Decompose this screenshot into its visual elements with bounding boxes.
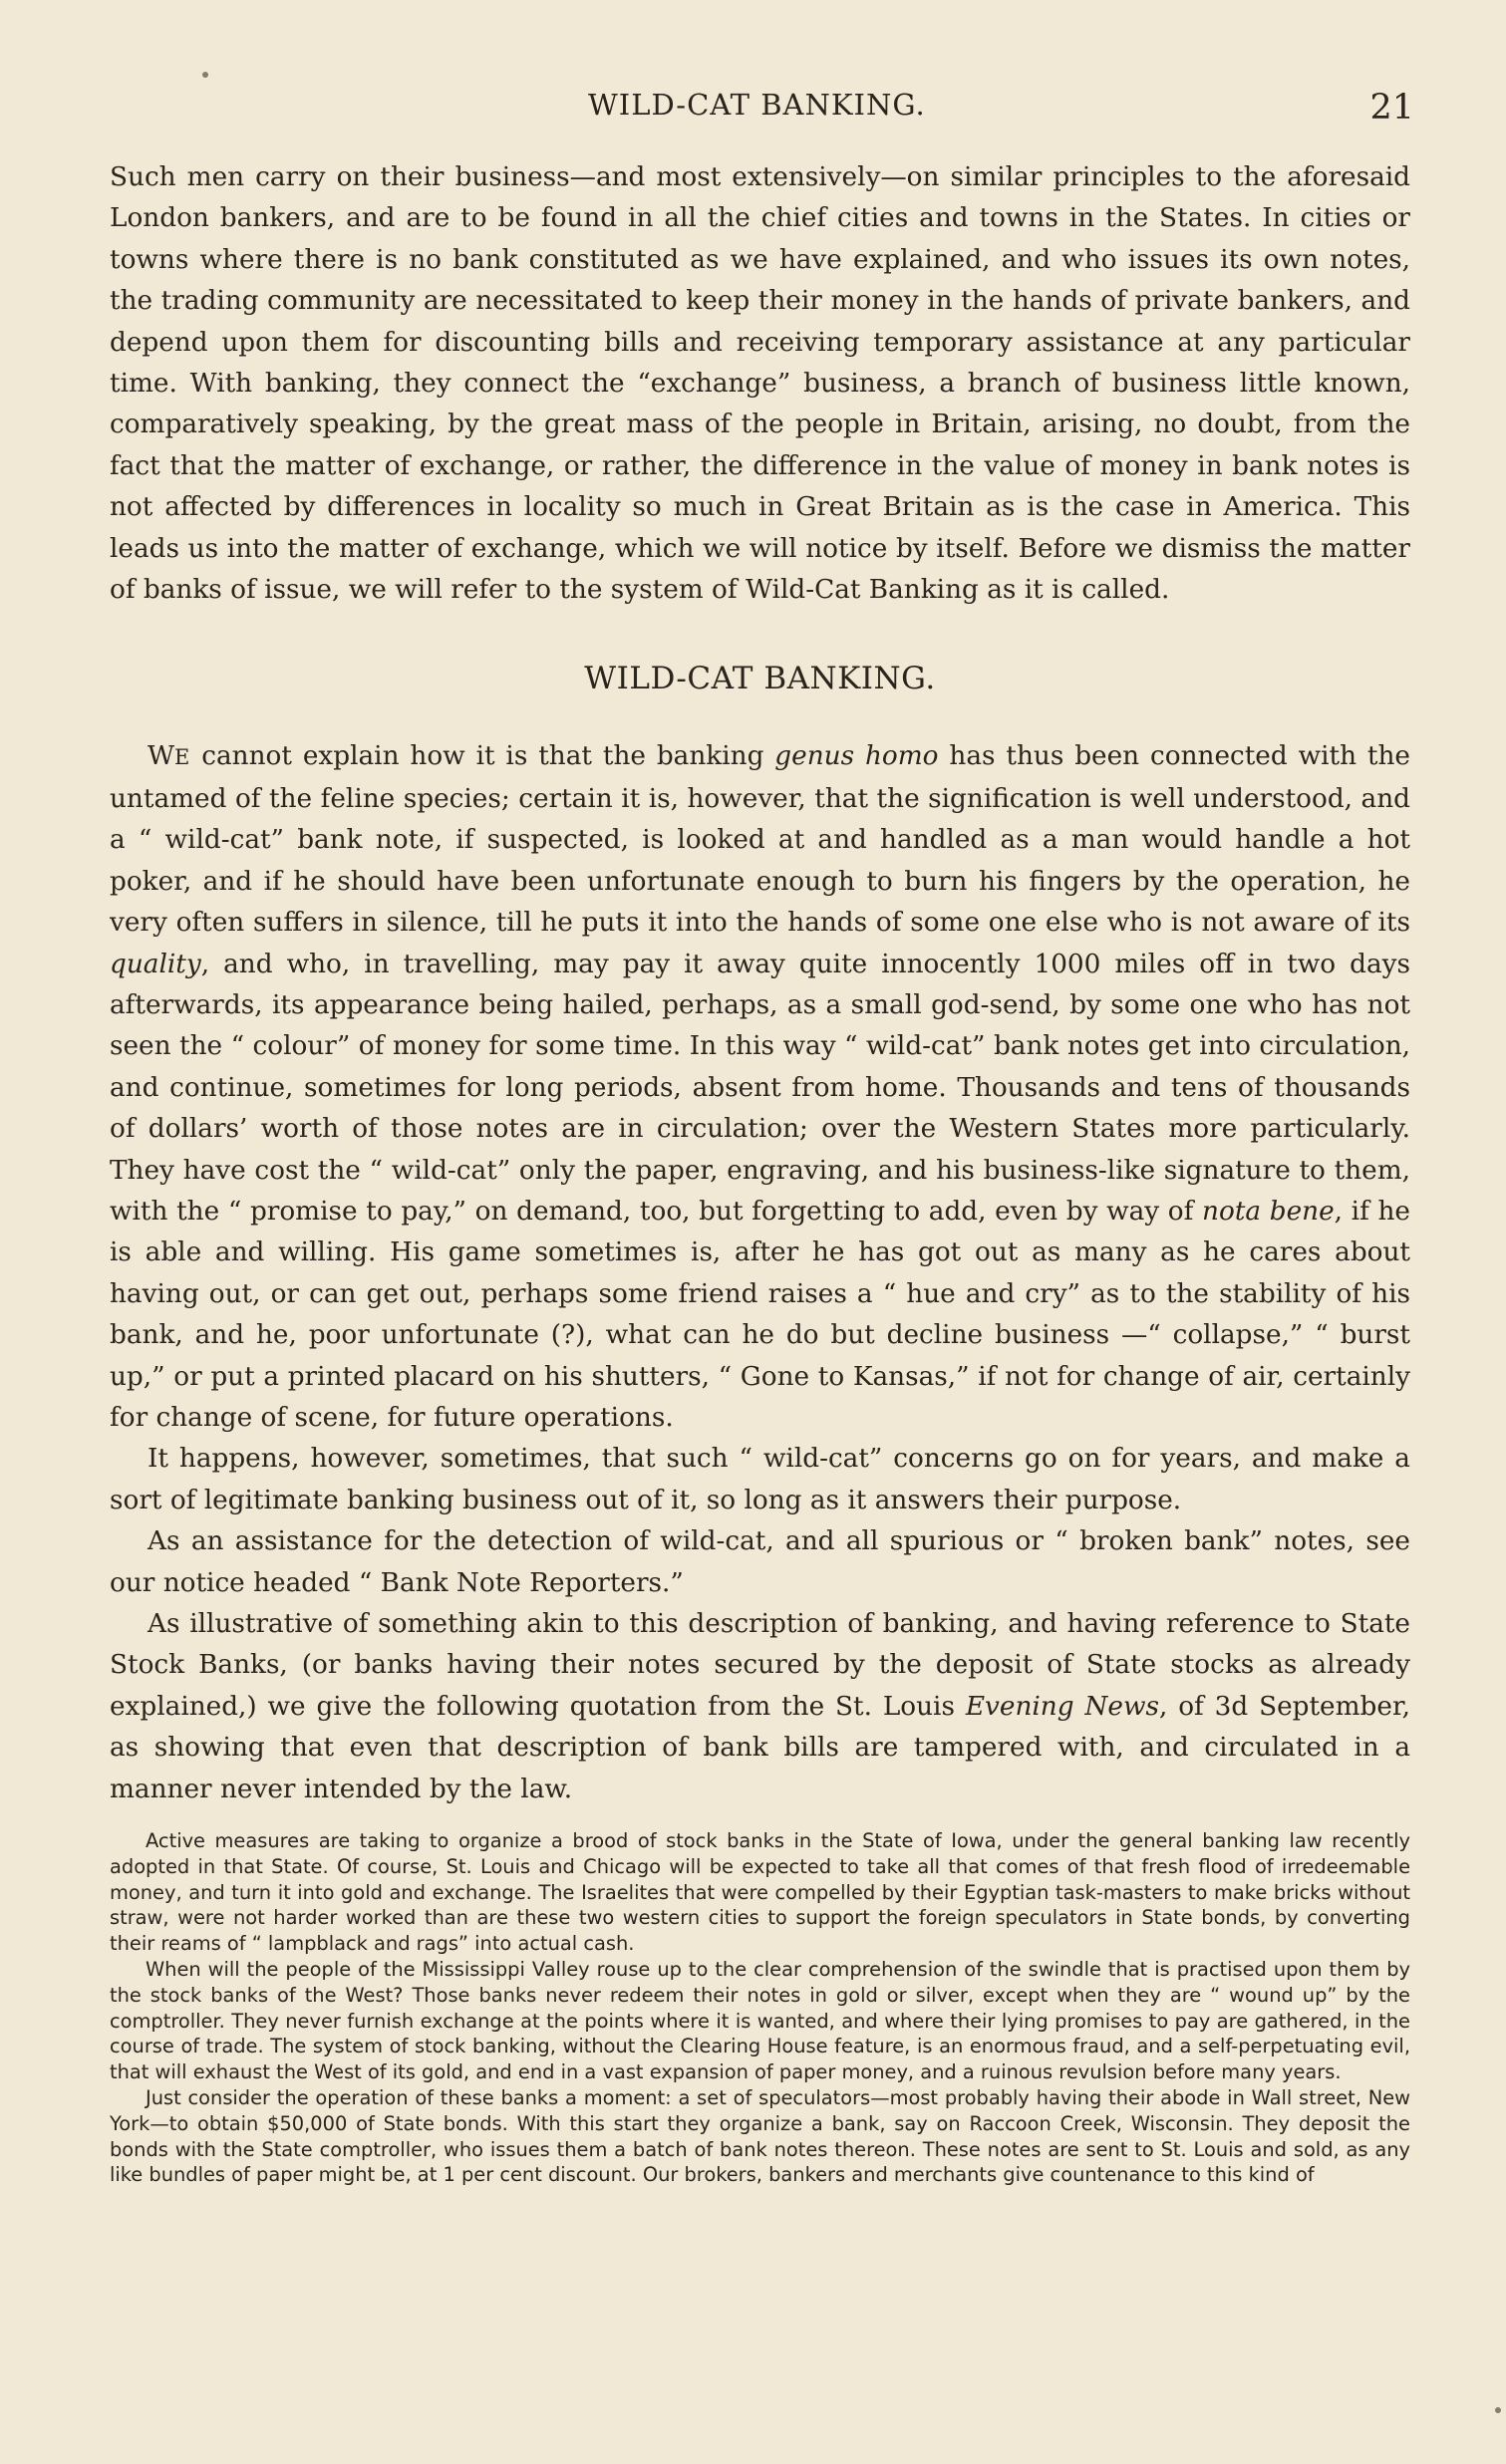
- section-paragraph-4: [110, 1604, 1410, 1810]
- quotation-block: [110, 1828, 1410, 2188]
- italic-term: genus homo: [774, 741, 939, 772]
- text-run: , of 3d September, as showing that even that description of bank bills are tampered with, and circulated in a manner never intended by the law.: [110, 1691, 1410, 1804]
- text-run: has thus been connected with the untamed of the feline species; certain it is, however, that the signification is well understood, and a “ wild-cat” bank note, if suspected, is looked at and handled as a man would handle a hot poker, and if he should have been unfortunate enough to burn his fingers by the operation, he very often suffers in silence, till he puts it into the hands of some one else who is not aware of its: [110, 741, 1410, 939]
- quotation-paragraph: Active measures are taking to organize a brood of stock banks in the State of Iowa, under the general banking law recently adopted in that State. Of course, St. Louis and Chicago will be expected to take all that comes of that fresh flood of irredeemable money, and turn it into gold and exchange. The Israelites that were compelled by their Egyptian task-masters to make bricks without straw, were not harder worked than are these two western cities to support the foreign speculators in State bonds, by converting their reams of “ lampblack and rags” into actual cash.: [110, 1829, 1410, 1956]
- running-head: WILD-CAT BANKING.: [588, 88, 926, 122]
- intro-paragraph: Such men carry on their business—and most extensively—on similar principles to the aforesaid London bankers, and are to be found in all the chief cities and towns in the States. In cities or towns where there is no bank constituted as we have explained, and who issues its own notes, the trading community are necessitated to keep their money in the hands of private bankers, and depend upon them for discounting bills and receiving temporary assistance at any particular time. With banking, they connect the “exchange” business, a branch of business little known, comparatively speaking, by the great mass of the people in Britain, arising, no doubt, from the fact that the matter of exchange, or rather, the difference in the value of money in bank notes is not affected by differences in locality so much in Great Britain as is the case in America. This leads us into the matter of exchange, which we will notice by itself. Before we dismiss the matter of banks of issue, we will refer to the system of Wild-Cat Banking as it is called.: [110, 162, 1410, 606]
- italic-term: nota bene: [1202, 1196, 1335, 1227]
- italic-term: Evening News: [965, 1691, 1159, 1722]
- text-run: , and who, in travelling, may pay it away quite innocently 1000 miles off in two days afterwards, its appearance being hailed, perhaps, as a small god-send, by some one who has not seen the “ colour” of money for some time. In this way “ wild-cat” bank notes get into circulation, and continue, sometimes for long periods, absent from home. Thousands and tens of thousands of dollars’ worth of those notes are in circulation; over the Western States more particularly. They have cost the “ wild-cat” only the paper, engraving, and his business-like signature to them, with the “ promise to pay,” on demand, too, but forgetting to add, even by way of: [110, 949, 1410, 1227]
- quotation-paragraph: When will the people of the Mississippi Valley rouse up to the clear comprehension of the swindle that is practised upon them by the stock banks of the West? Those banks never redeem their notes in gold or silver, except when they are “ wound up” by the comptroller. They never furnish exchange at the points where it is wanted, and where their lying promises to pay are gathered, in the course of trade. The system of stock banking, without the Clearing House feature, is an enormous fraud, and a self-perpetuating evil, that will exhaust the West of its gold, and end in a vast expansion of paper money, and a ruinous revulsion before many years.: [110, 1958, 1410, 2084]
- italic-term: quality: [110, 949, 201, 979]
- page-number: 21: [1369, 88, 1414, 128]
- print-speck: [1495, 2407, 1501, 2413]
- section-paragraph-1: [110, 736, 1410, 1439]
- text-run: cannot explain how it is that the banking: [190, 741, 775, 772]
- print-speck: [202, 72, 208, 78]
- section-paragraph-2: It happens, however, sometimes, that such “ wild-cat” concerns go on for years, and make a sort of legitimate banking business out of it, so long as it answers their purpose.: [110, 1444, 1410, 1515]
- section-paragraph-3: As an assistance for the detection of wild-cat, and all spurious or “ broken bank” notes, see our notice headed “ Bank Note Reporters.”: [110, 1526, 1410, 1598]
- page-header: [0, 88, 1506, 134]
- section-heading: WILD-CAT BANKING.: [584, 661, 936, 697]
- text-run: As illustrative of something akin to this description of banking, and having reference to State Stock Banks, (or banks having their notes secured by the deposit of State stocks as already explained,) we give the following quotation from the St. Louis: [110, 1609, 1410, 1722]
- small-cap-letter: E: [174, 745, 191, 770]
- text-block: [110, 157, 1410, 2188]
- drop-letter: W: [148, 741, 175, 772]
- quotation-paragraph: Just consider the operation of these banks a moment: a set of speculators—most probably having their abode in Wall street, New York—to obtain $50,000 of State bonds. With this start they organize a bank, say on Raccoon Creek, Wisconsin. They deposit the bonds with the State comptroller, who issues them a batch of bank notes thereon. These notes are sent to St. Louis and sold, as any like bundles of paper might be, at 1 per cent discount. Our brokers, bankers and merchants give countenance to this kind of: [110, 2086, 1410, 2187]
- text-run: , if he is able and willing. His game sometimes is, after he has got out as many as he cares about having out, or can get out, perhaps some friend raises a “ hue and cry” as to the stability of his bank, and he, poor unfortunate (?), what can he do but decline business —“ collapse,” “ burst up,” or put a printed placard on his shutters, “ Gone to Kansas,” if not for change of air, certainly for change of scene, for future operations.: [110, 1196, 1410, 1433]
